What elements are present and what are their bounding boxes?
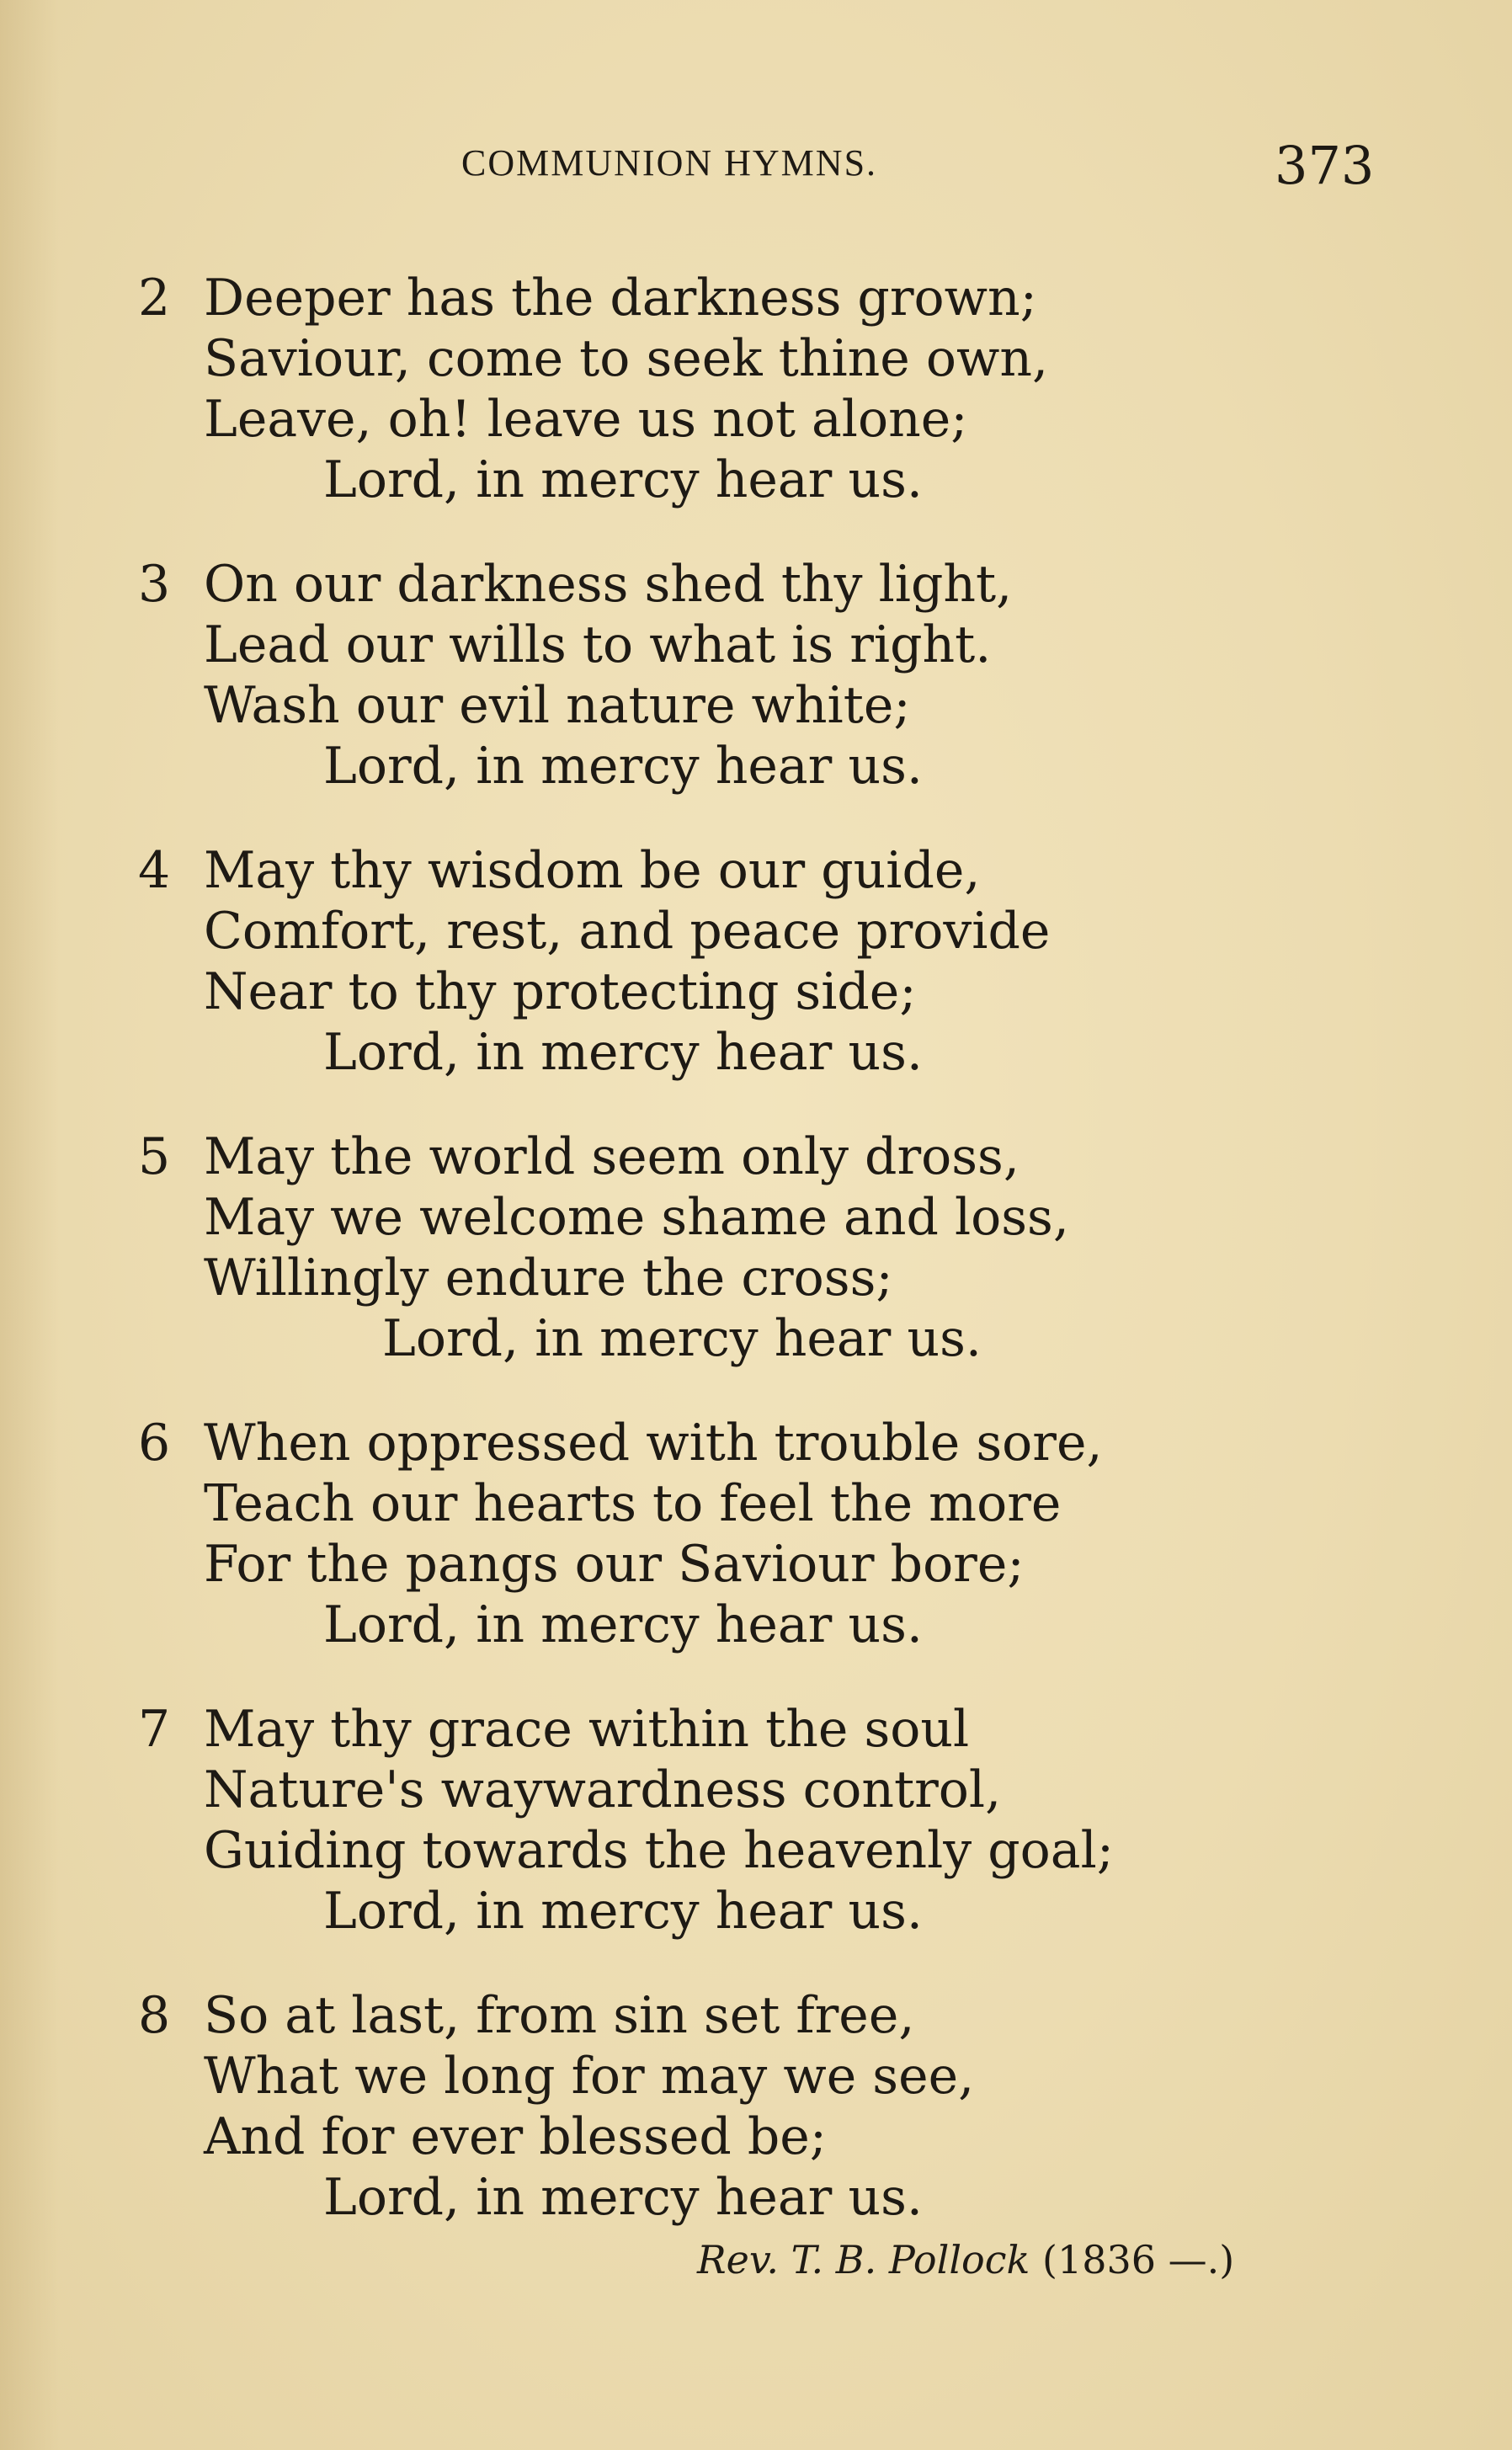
verse-line: So at last, from sin set free,	[204, 1986, 915, 2045]
refrain-line: Lord, in mercy hear us.	[323, 450, 923, 509]
verse-line: Willingly endure the cross;	[204, 1249, 893, 1308]
stanza-3	[0, 554, 1512, 796]
refrain-line: Lord, in mercy hear us.	[323, 2168, 923, 2227]
verse-line: Teach our hearts to feel the more	[204, 1474, 1062, 1533]
verse-line: Lead our wills to what is right.	[204, 615, 992, 674]
verse-line: Guiding towards the heavenly goal;	[204, 1821, 1114, 1880]
verse-line: On our darkness shed thy light,	[204, 555, 1013, 614]
verse-line: And for ever blessed be;	[204, 2107, 828, 2166]
refrain-line: Lord, in mercy hear us.	[382, 1309, 982, 1368]
verse-line: When oppressed with trouble sore,	[204, 1414, 1103, 1473]
verse-line: Comfort, rest, and peace provide	[204, 902, 1051, 961]
stanza-4	[0, 840, 1512, 1083]
verse-line: May thy grace within the soul	[204, 1700, 970, 1759]
author-attribution	[697, 2237, 1234, 2282]
author-name: Rev. T. B. Pollock	[697, 2237, 1030, 2282]
stanza-number: 8	[138, 1986, 171, 2045]
stanza-number: 3	[138, 555, 171, 614]
verse-line: Deeper has the darkness grown;	[204, 269, 1037, 328]
stanza-number: 7	[138, 1700, 171, 1759]
verse-line: Wash our evil nature white;	[204, 676, 911, 735]
stanza-2	[0, 268, 1512, 510]
verse-line: For the pangs our Saviour bore;	[204, 1535, 1025, 1594]
refrain-line: Lord, in mercy hear us.	[323, 737, 923, 796]
verse-line: Near to thy protecting side;	[204, 962, 917, 1021]
verse-line: May thy wisdom be our guide,	[204, 841, 981, 900]
verse-line: Leave, oh! leave us not alone;	[204, 390, 968, 449]
stanza-number: 2	[138, 269, 171, 328]
verse-line: Nature's waywardness control,	[204, 1760, 1002, 1819]
refrain-line: Lord, in mercy hear us.	[323, 1882, 923, 1941]
stanza-5	[0, 1126, 1512, 1369]
stanza-number: 4	[138, 841, 171, 900]
verse-line: May the world seem only dross,	[204, 1127, 1020, 1186]
running-title: COMMUNION HYMNS.	[461, 142, 878, 184]
stanza-number: 5	[138, 1127, 171, 1186]
verse-line: Saviour, come to seek thine own,	[204, 329, 1049, 388]
verse-line: What we long for may we see,	[204, 2047, 975, 2106]
author-dates: (1836 —.)	[1042, 2237, 1235, 2282]
stanza-7	[0, 1699, 1512, 1941]
verse-line: May we welcome shame and loss,	[204, 1188, 1069, 1247]
stanza-6	[0, 1413, 1512, 1655]
page-number: 373	[1275, 135, 1375, 196]
refrain-line: Lord, in mercy hear us.	[323, 1595, 923, 1654]
refrain-line: Lord, in mercy hear us.	[323, 1023, 923, 1082]
hymn-stanzas	[0, 268, 1512, 2272]
stanza-number: 6	[138, 1414, 171, 1473]
stanza-8	[0, 1985, 1512, 2228]
